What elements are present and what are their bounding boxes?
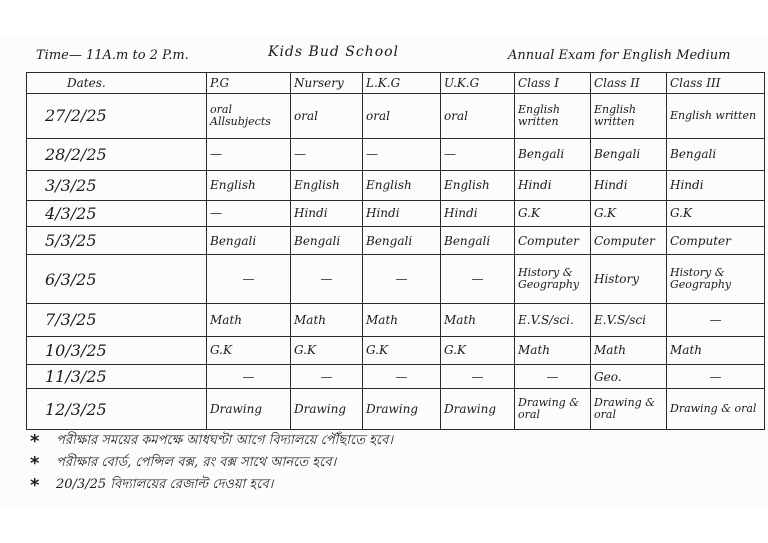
column-header-nursery: Nursery bbox=[291, 73, 363, 94]
table-row bbox=[27, 94, 765, 139]
cell-class-2: History bbox=[591, 255, 667, 304]
cell-class-2: E.V.S/sci bbox=[591, 304, 667, 336]
cell-ukg: Math bbox=[441, 304, 515, 336]
cell-class-3: G.K bbox=[667, 200, 765, 226]
date-cell: 11/3/25 bbox=[27, 364, 207, 388]
cell-pg: — bbox=[207, 255, 291, 304]
note-text: 20/3/25 বিদ্যালয়ের রেজাল্ট দেওয়া হবে। bbox=[56, 476, 274, 492]
cell-class-2: Drawing & oral bbox=[591, 389, 667, 430]
table-row bbox=[27, 171, 765, 200]
cell-pg: oral Allsubjects bbox=[207, 94, 291, 139]
cell-lkg: Drawing bbox=[363, 389, 441, 430]
table-row bbox=[27, 336, 765, 364]
exam-time: Time— 11A.m to 2 P.m. bbox=[36, 48, 189, 63]
column-header-ukg: U.K.G bbox=[441, 73, 515, 94]
date-cell: 5/3/25 bbox=[27, 226, 207, 254]
table-row bbox=[27, 304, 765, 336]
cell-class-3: English written bbox=[667, 94, 765, 139]
cell-lkg: Bengali bbox=[363, 226, 441, 254]
cell-pg: Bengali bbox=[207, 226, 291, 254]
cell-nursery: Hindi bbox=[291, 200, 363, 226]
cell-ukg: oral bbox=[441, 94, 515, 139]
cell-ukg: — bbox=[441, 255, 515, 304]
cell-ukg: Hindi bbox=[441, 200, 515, 226]
cell-pg: English bbox=[207, 171, 291, 200]
cell-class-2: G.K bbox=[591, 200, 667, 226]
cell-lkg: Hindi bbox=[363, 200, 441, 226]
cell-nursery: Bengali bbox=[291, 226, 363, 254]
cell-class-3: Drawing & oral bbox=[667, 389, 765, 430]
cell-nursery: — bbox=[291, 364, 363, 388]
note-item bbox=[30, 430, 750, 452]
exam-schedule-table bbox=[26, 72, 765, 430]
cell-class-2: Math bbox=[591, 336, 667, 364]
date-cell: 12/3/25 bbox=[27, 389, 207, 430]
cell-lkg: English bbox=[363, 171, 441, 200]
cell-class-1: G.K bbox=[515, 200, 591, 226]
cell-class-3: Math bbox=[667, 336, 765, 364]
cell-class-2: Hindi bbox=[591, 171, 667, 200]
date-cell: 28/2/25 bbox=[27, 138, 207, 170]
cell-class-1: History & Geography bbox=[515, 255, 591, 304]
cell-class-3: Bengali bbox=[667, 138, 765, 170]
date-cell: 6/3/25 bbox=[27, 255, 207, 304]
cell-pg: G.K bbox=[207, 336, 291, 364]
date-cell: 4/3/25 bbox=[27, 200, 207, 226]
cell-ukg: Bengali bbox=[441, 226, 515, 254]
cell-nursery: Drawing bbox=[291, 389, 363, 430]
cell-lkg: — bbox=[363, 255, 441, 304]
table-row bbox=[27, 389, 765, 430]
cell-nursery: G.K bbox=[291, 336, 363, 364]
cell-class-2: Computer bbox=[591, 226, 667, 254]
table-row bbox=[27, 364, 765, 388]
cell-class-1: Bengali bbox=[515, 138, 591, 170]
cell-class-3: History & Geography bbox=[667, 255, 765, 304]
table-row bbox=[27, 138, 765, 170]
cell-lkg: oral bbox=[363, 94, 441, 139]
school-name: Kids Bud School bbox=[268, 44, 400, 60]
date-cell: 10/3/25 bbox=[27, 336, 207, 364]
note-bullet: * bbox=[30, 430, 40, 452]
header-row bbox=[27, 73, 765, 94]
cell-class-3: — bbox=[667, 304, 765, 336]
note-bullet: * bbox=[30, 474, 40, 496]
date-cell: 3/3/25 bbox=[27, 171, 207, 200]
note-text: পরীক্ষার সময়ের কমপক্ষে আধঘণ্টা আগে বিদ্যালয়ে পৌঁছাতে হবে। bbox=[56, 432, 394, 448]
cell-ukg: — bbox=[441, 138, 515, 170]
column-header-class-3: Class III bbox=[667, 73, 765, 94]
cell-class-3: Hindi bbox=[667, 171, 765, 200]
cell-class-2: English written bbox=[591, 94, 667, 139]
cell-ukg: Drawing bbox=[441, 389, 515, 430]
table-row bbox=[27, 200, 765, 226]
cell-class-2: Geo. bbox=[591, 364, 667, 388]
note-item bbox=[30, 452, 750, 474]
cell-nursery: — bbox=[291, 255, 363, 304]
date-cell: 27/2/25 bbox=[27, 94, 207, 139]
exam-title: Annual Exam for English Medium bbox=[508, 48, 731, 63]
cell-class-1: — bbox=[515, 364, 591, 388]
cell-class-3: Computer bbox=[667, 226, 765, 254]
notes-section bbox=[30, 430, 750, 496]
cell-class-1: E.V.S/sci. bbox=[515, 304, 591, 336]
column-header-pg: P.G bbox=[207, 73, 291, 94]
cell-class-2: Bengali bbox=[591, 138, 667, 170]
cell-lkg: — bbox=[363, 364, 441, 388]
column-header-class-1: Class I bbox=[515, 73, 591, 94]
cell-class-1: Computer bbox=[515, 226, 591, 254]
note-item bbox=[30, 474, 750, 496]
cell-nursery: Math bbox=[291, 304, 363, 336]
cell-lkg: Math bbox=[363, 304, 441, 336]
column-header-lkg: L.K.G bbox=[363, 73, 441, 94]
table-row bbox=[27, 226, 765, 254]
note-text: পরীক্ষার বোর্ড, পেন্সিল বক্স, রং বক্স সাথে আনতে হবে। bbox=[56, 454, 337, 470]
cell-lkg: — bbox=[363, 138, 441, 170]
column-header-dates: Dates. bbox=[27, 73, 207, 94]
table-row bbox=[27, 255, 765, 304]
cell-nursery: English bbox=[291, 171, 363, 200]
cell-lkg: G.K bbox=[363, 336, 441, 364]
cell-nursery: — bbox=[291, 138, 363, 170]
cell-class-3: — bbox=[667, 364, 765, 388]
cell-pg: — bbox=[207, 364, 291, 388]
cell-ukg: — bbox=[441, 364, 515, 388]
cell-class-1: Hindi bbox=[515, 171, 591, 200]
cell-class-1: Drawing & oral bbox=[515, 389, 591, 430]
note-bullet: * bbox=[30, 452, 40, 474]
cell-pg: Math bbox=[207, 304, 291, 336]
cell-ukg: G.K bbox=[441, 336, 515, 364]
cell-pg: — bbox=[207, 200, 291, 226]
cell-pg: — bbox=[207, 138, 291, 170]
column-header-class-2: Class II bbox=[591, 73, 667, 94]
cell-class-1: Math bbox=[515, 336, 591, 364]
cell-pg: Drawing bbox=[207, 389, 291, 430]
cell-nursery: oral bbox=[291, 94, 363, 139]
cell-ukg: English bbox=[441, 171, 515, 200]
cell-class-1: English written bbox=[515, 94, 591, 139]
date-cell: 7/3/25 bbox=[27, 304, 207, 336]
